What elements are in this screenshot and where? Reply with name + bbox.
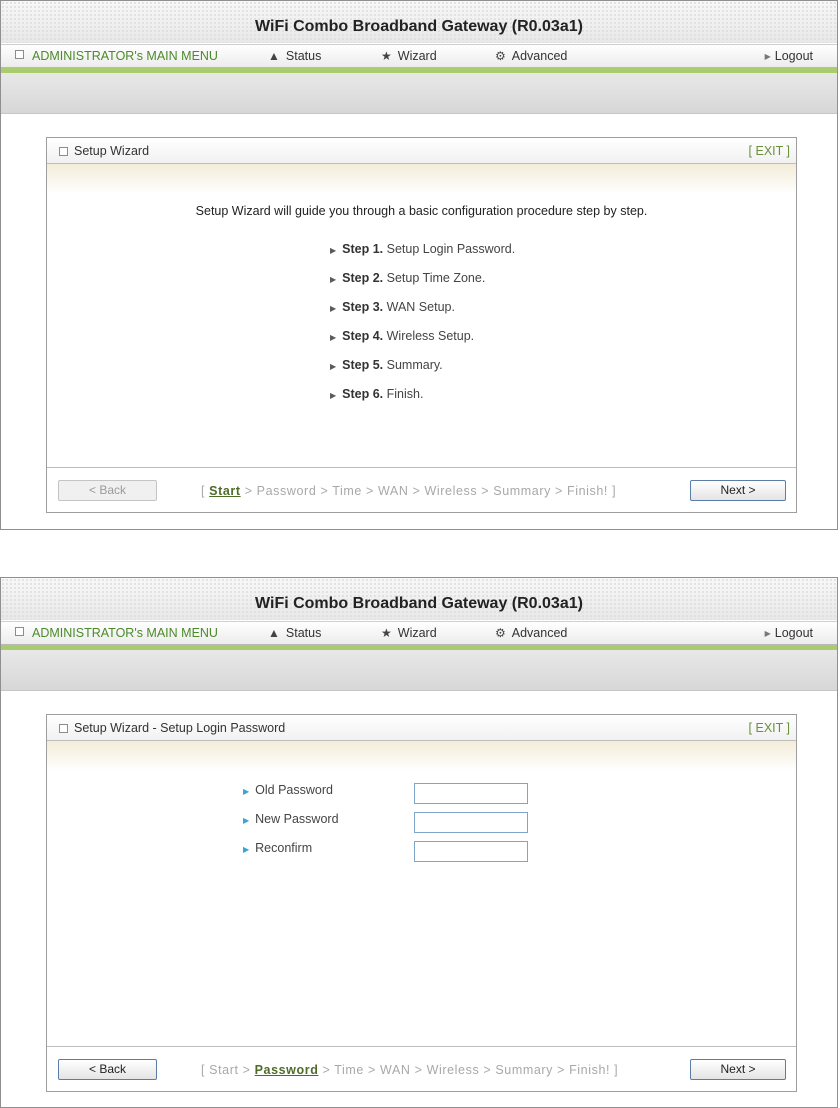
wizard-intro-text: Setup Wizard will guide you through a basic configuration procedure step by step. [195,204,648,218]
breadcrumb-pre: [ Start > [201,1063,255,1077]
panel-title: Setup Wizard [74,144,150,158]
breadcrumb-current: Password [254,1063,319,1077]
subheader-band [1,73,837,114]
setup-login-password-panel [46,714,797,1092]
advanced-icon: ⚙ [495,626,506,640]
app-title: WiFi Combo Broadband Gateway (R0.03a1) [255,595,583,612]
status-icon: ▲ [268,49,280,63]
breadcrumb-current: Start [209,484,241,498]
advanced-icon: ⚙ [495,49,506,63]
panel-title: Setup Wizard - Setup Login Password [74,721,286,735]
list-item [330,300,515,329]
admin-main-menu-link[interactable] [15,626,218,640]
arrow-right-icon: ▶ [330,246,337,255]
admin-main-menu-label: ADMINISTRATOR's MAIN MENU [32,626,218,640]
new-password-row [243,812,339,841]
panel-header [47,138,796,164]
menu-wizard[interactable] [381,626,437,640]
arrow-right-icon: ▶ [243,787,250,796]
panel-subheader [47,741,796,771]
list-item [330,387,515,416]
list-item [330,271,515,300]
wizard-icon: ★ [381,49,392,63]
next-button[interactable]: Next > [690,1059,786,1080]
menu-wizard[interactable] [381,49,437,63]
arrow-right-icon: ▶ [330,304,337,313]
old-password-row [243,783,339,812]
panel-subheader [47,164,796,194]
setup-wizard-intro-screen [0,0,838,530]
panel-footer [47,467,796,512]
arrow-right-icon: ▶ [330,362,337,371]
main-menu-bar [1,621,837,645]
logout-link[interactable] [765,626,813,640]
square-icon [59,724,68,733]
wizard-breadcrumb [201,484,616,498]
app-title: WiFi Combo Broadband Gateway (R0.03a1) [255,18,583,35]
logout-label: Logout [774,49,813,63]
next-button[interactable]: Next > [690,480,786,501]
wizard-breadcrumb [201,1063,618,1077]
step-text: Setup Login Password. [383,242,516,256]
arrow-right-icon: ▶ [330,333,337,342]
list-item [330,358,515,387]
step-number: Step 2. [342,271,384,285]
breadcrumb-open: [ [201,484,210,498]
menu-wizard-label: Wizard [397,626,437,640]
step-text: Finish. [383,387,424,401]
list-item [330,329,515,358]
reconfirm-row [243,841,339,870]
new-password-label: New Password [255,812,339,826]
old-password-label: Old Password [255,783,333,797]
breadcrumb-rest: > Password > Time > WAN > Wireless > Summary > Finish! ] [240,484,617,498]
old-password-input[interactable] [414,783,528,804]
square-icon [15,627,24,636]
step-list [330,242,515,416]
admin-main-menu-link[interactable] [15,49,218,63]
back-button[interactable]: < Back [58,1059,157,1080]
square-icon [59,147,68,156]
step-number: Step 4. [342,329,384,343]
step-number: Step 1. [342,242,384,256]
panel-footer [47,1046,796,1091]
breadcrumb-rest: > Time > WAN > Wireless > Summary > Finish! ] [318,1063,619,1077]
arrow-right-icon: ▶ [243,816,250,825]
triangle-right-icon: ▶ [764,52,771,61]
list-item [330,242,515,271]
menu-status[interactable] [268,49,321,63]
arrow-right-icon: ▶ [330,391,337,400]
panel-header [47,715,796,741]
step-text: Summary. [383,358,443,372]
menu-status[interactable] [268,626,321,640]
menu-advanced[interactable] [495,49,567,63]
setup-wizard-panel [46,137,797,513]
reconfirm-label: Reconfirm [255,841,313,855]
triangle-right-icon: ▶ [764,629,771,638]
menu-status-label: Status [285,626,322,640]
menu-advanced-label: Advanced [511,626,568,640]
reconfirm-password-input[interactable] [414,841,528,862]
status-icon: ▲ [268,626,280,640]
menu-status-label: Status [285,49,322,63]
menu-advanced[interactable] [495,626,567,640]
step-text: Wireless Setup. [383,329,475,343]
menu-advanced-label: Advanced [511,49,568,63]
back-button[interactable]: < Back [58,480,157,501]
password-form [243,783,339,870]
step-number: Step 6. [342,387,384,401]
step-text: WAN Setup. [383,300,455,314]
step-text: Setup Time Zone. [383,271,486,285]
wizard-icon: ★ [381,626,392,640]
main-menu-bar [1,44,837,68]
step-number: Step 3. [342,300,384,314]
subheader-band [1,650,837,691]
logout-link[interactable] [765,49,813,63]
arrow-right-icon: ▶ [243,845,250,854]
exit-link[interactable]: [ EXIT ] [748,721,790,735]
menu-wizard-label: Wizard [397,49,437,63]
setup-login-password-screen [0,577,838,1108]
step-number: Step 5. [342,358,384,372]
header-bar [1,578,837,620]
arrow-right-icon: ▶ [330,275,337,284]
logout-label: Logout [774,626,813,640]
exit-link[interactable]: [ EXIT ] [748,144,790,158]
square-icon [15,50,24,59]
new-password-input[interactable] [414,812,528,833]
header-bar [1,1,837,43]
admin-main-menu-label: ADMINISTRATOR's MAIN MENU [32,49,218,63]
